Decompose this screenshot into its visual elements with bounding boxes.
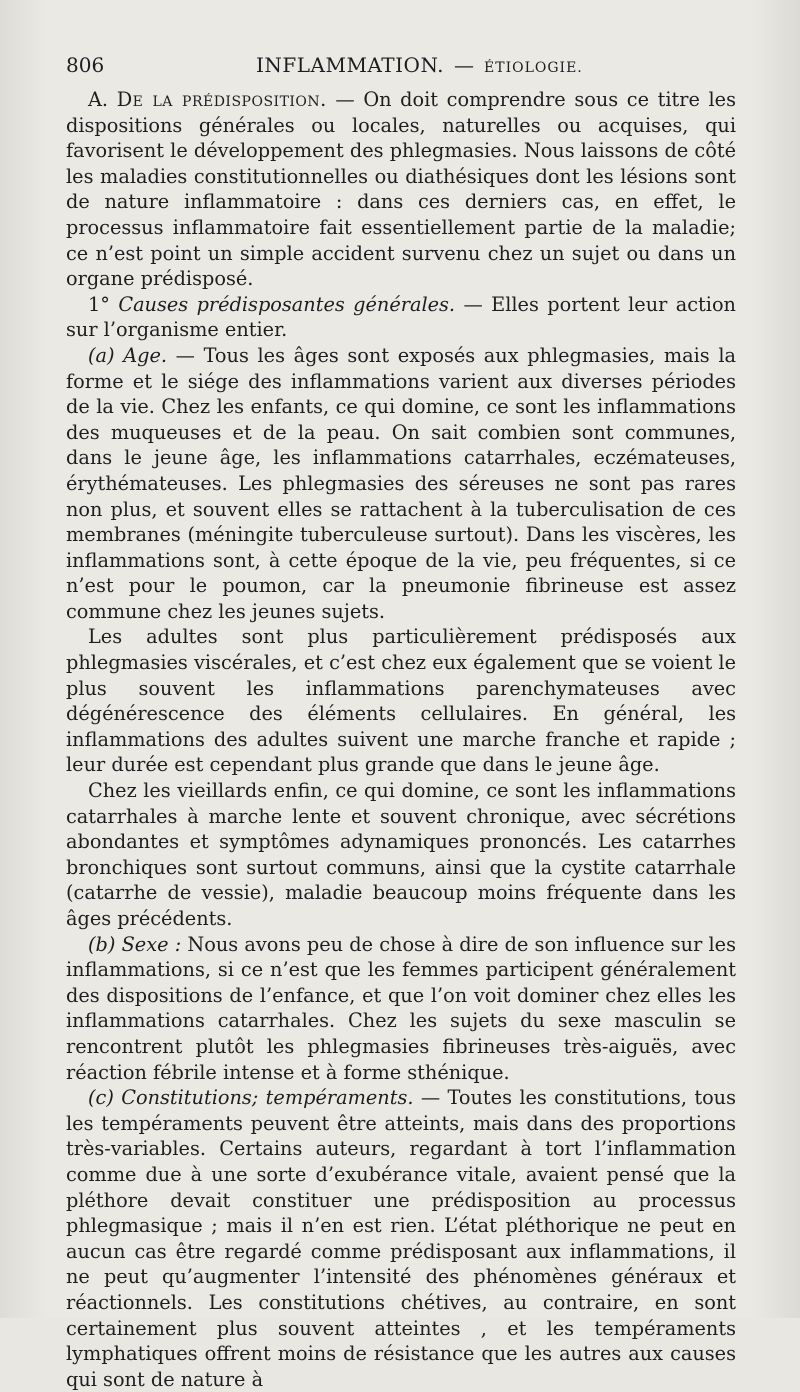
- paragraph-age: [66, 343, 736, 625]
- paragraph-marker: (c): [88, 1086, 122, 1110]
- paragraph-text: — Elles portent leur action sur l’organisme entier.: [66, 292, 736, 342]
- paragraph-general-causes: [66, 292, 736, 343]
- paragraph-marker: (a): [88, 343, 124, 367]
- body-text: [66, 87, 736, 1392]
- running-head: [66, 52, 736, 81]
- paragraph-text: Nous avons peu de chose à dire de son influence sur les inflammations, si ce n’est que les femmes participent généralement des dispositions de l’enfance, et que l’on voit dominer chez elles les inflammations catarrhales. Chez les sujets du sexe masculin se rencontrent plutôt les phlegmasies fibrineuses très-aiguës, avec réaction fébrile intense et à forme sthénique.: [66, 932, 736, 1084]
- section-heading: Age.: [123, 343, 167, 367]
- section-heading: Causes prédisposantes générales.: [118, 292, 456, 316]
- page-number: 806: [66, 53, 105, 77]
- paragraph-marker: 1°: [88, 292, 119, 316]
- section-heading: De la prédisposition.: [116, 88, 327, 111]
- paragraph-text: — Tous les âges sont exposés aux phlegmasies, mais la forme et le siége des inflammations varient aux diverses périodes de la vie. Chez les enfants, ce qui domine, ce sont les inflammations des muqueuses et de la peau. On sait combien sont communes, dans le jeune âge, les inflammations catarrhales, eczémateuses, érythémateuses. Les phlegmasies des séreuses ne sont pas rares non plus, et souvent elles se rattachent à la tuberculisation de ces membranes (méningite tuberculeuse surtout). Dans les viscères, les inflammations sont, à cette époque de la vie, peu fréquentes, si ce n’est pour le poumon, car la pneumonie fibrineuse est assez commune chez les jeunes sujets.: [66, 343, 736, 623]
- paragraph-constitutions: [66, 1085, 736, 1392]
- paragraph-adults: [66, 624, 736, 778]
- paragraph-text: Chez les vieillards enfin, ce qui domine, ce sont les inflammations catarrhales à marche lente et souvent chronique, avec sécrétions abondantes et symptômes adynamiques prononcés. Les catarrhes bronchiques sont surtout communs, ainsi que la cystite catarrhale (catarrhe de vessie), maladie beaucoup moins fréquente dans les âges précédents.: [66, 779, 736, 930]
- paragraph-marker: A.: [88, 88, 117, 111]
- paragraph-text: — On doit comprendre sous ce titre les dispositions générales ou locales, naturelles ou acquises, qui favorisent le développement des phlegmasies. Nous laissons de côté les maladies constitutionnelles ou diathésiques dont les lésions sont de nature inflammatoire : dans ces derniers cas, en effet, le processus inflammatoire fait essentiellement partie de la maladie; ce n’est point un simple accident survenu chez un sujet ou dans un organe prédisposé.: [66, 88, 736, 291]
- section-subtitle: ÉTIOLOGIE.: [484, 60, 583, 76]
- paragraph-text: Les adultes sont plus particulièrement prédisposés aux phlegmasies viscérales, et c’est chez eux également que se voient le plus souvent les inflammations parenchymateuses avec dégénérescence des éléments cellulaires. En général, les inflammations des adultes suivent une marche franche et rapide ; leur durée est cependant plus grande que dans le jeune âge.: [66, 625, 736, 777]
- section-heading: Sexe :: [121, 932, 182, 956]
- paragraph-elderly: [66, 778, 736, 932]
- paragraph-marker: (b): [88, 932, 122, 956]
- paragraph-sex: [66, 932, 736, 1086]
- section-heading: Constitutions; tempéraments.: [121, 1086, 414, 1110]
- chapter-title: INFLAMMATION.: [256, 53, 445, 77]
- paragraph-text: — Toutes les constitutions, tous les tempéraments peuvent être atteints, mais dans des proportions très-variables. Certains auteurs, regardant à tort l’inflammation comme due à une sorte d’exubérance vitale, avaient pensé que la pléthore devait constituer une prédisposition au processus phlegmasique ; mais il n’en est rien. L’état pléthorique ne peut en aucun cas être regardé comme prédisposant aux inflammations, il ne peut qu’augmenter l’intensité des phénomènes généraux et réactionnels. Les constitutions chétives, au contraire, en sont certainement plus souvent atteintes , et les tempéraments lymphatiques offrent moins de résistance que les autres aux causes qui sont de nature à: [66, 1086, 736, 1391]
- paragraph-predisposition: [66, 87, 736, 292]
- header-dash: —: [454, 53, 475, 77]
